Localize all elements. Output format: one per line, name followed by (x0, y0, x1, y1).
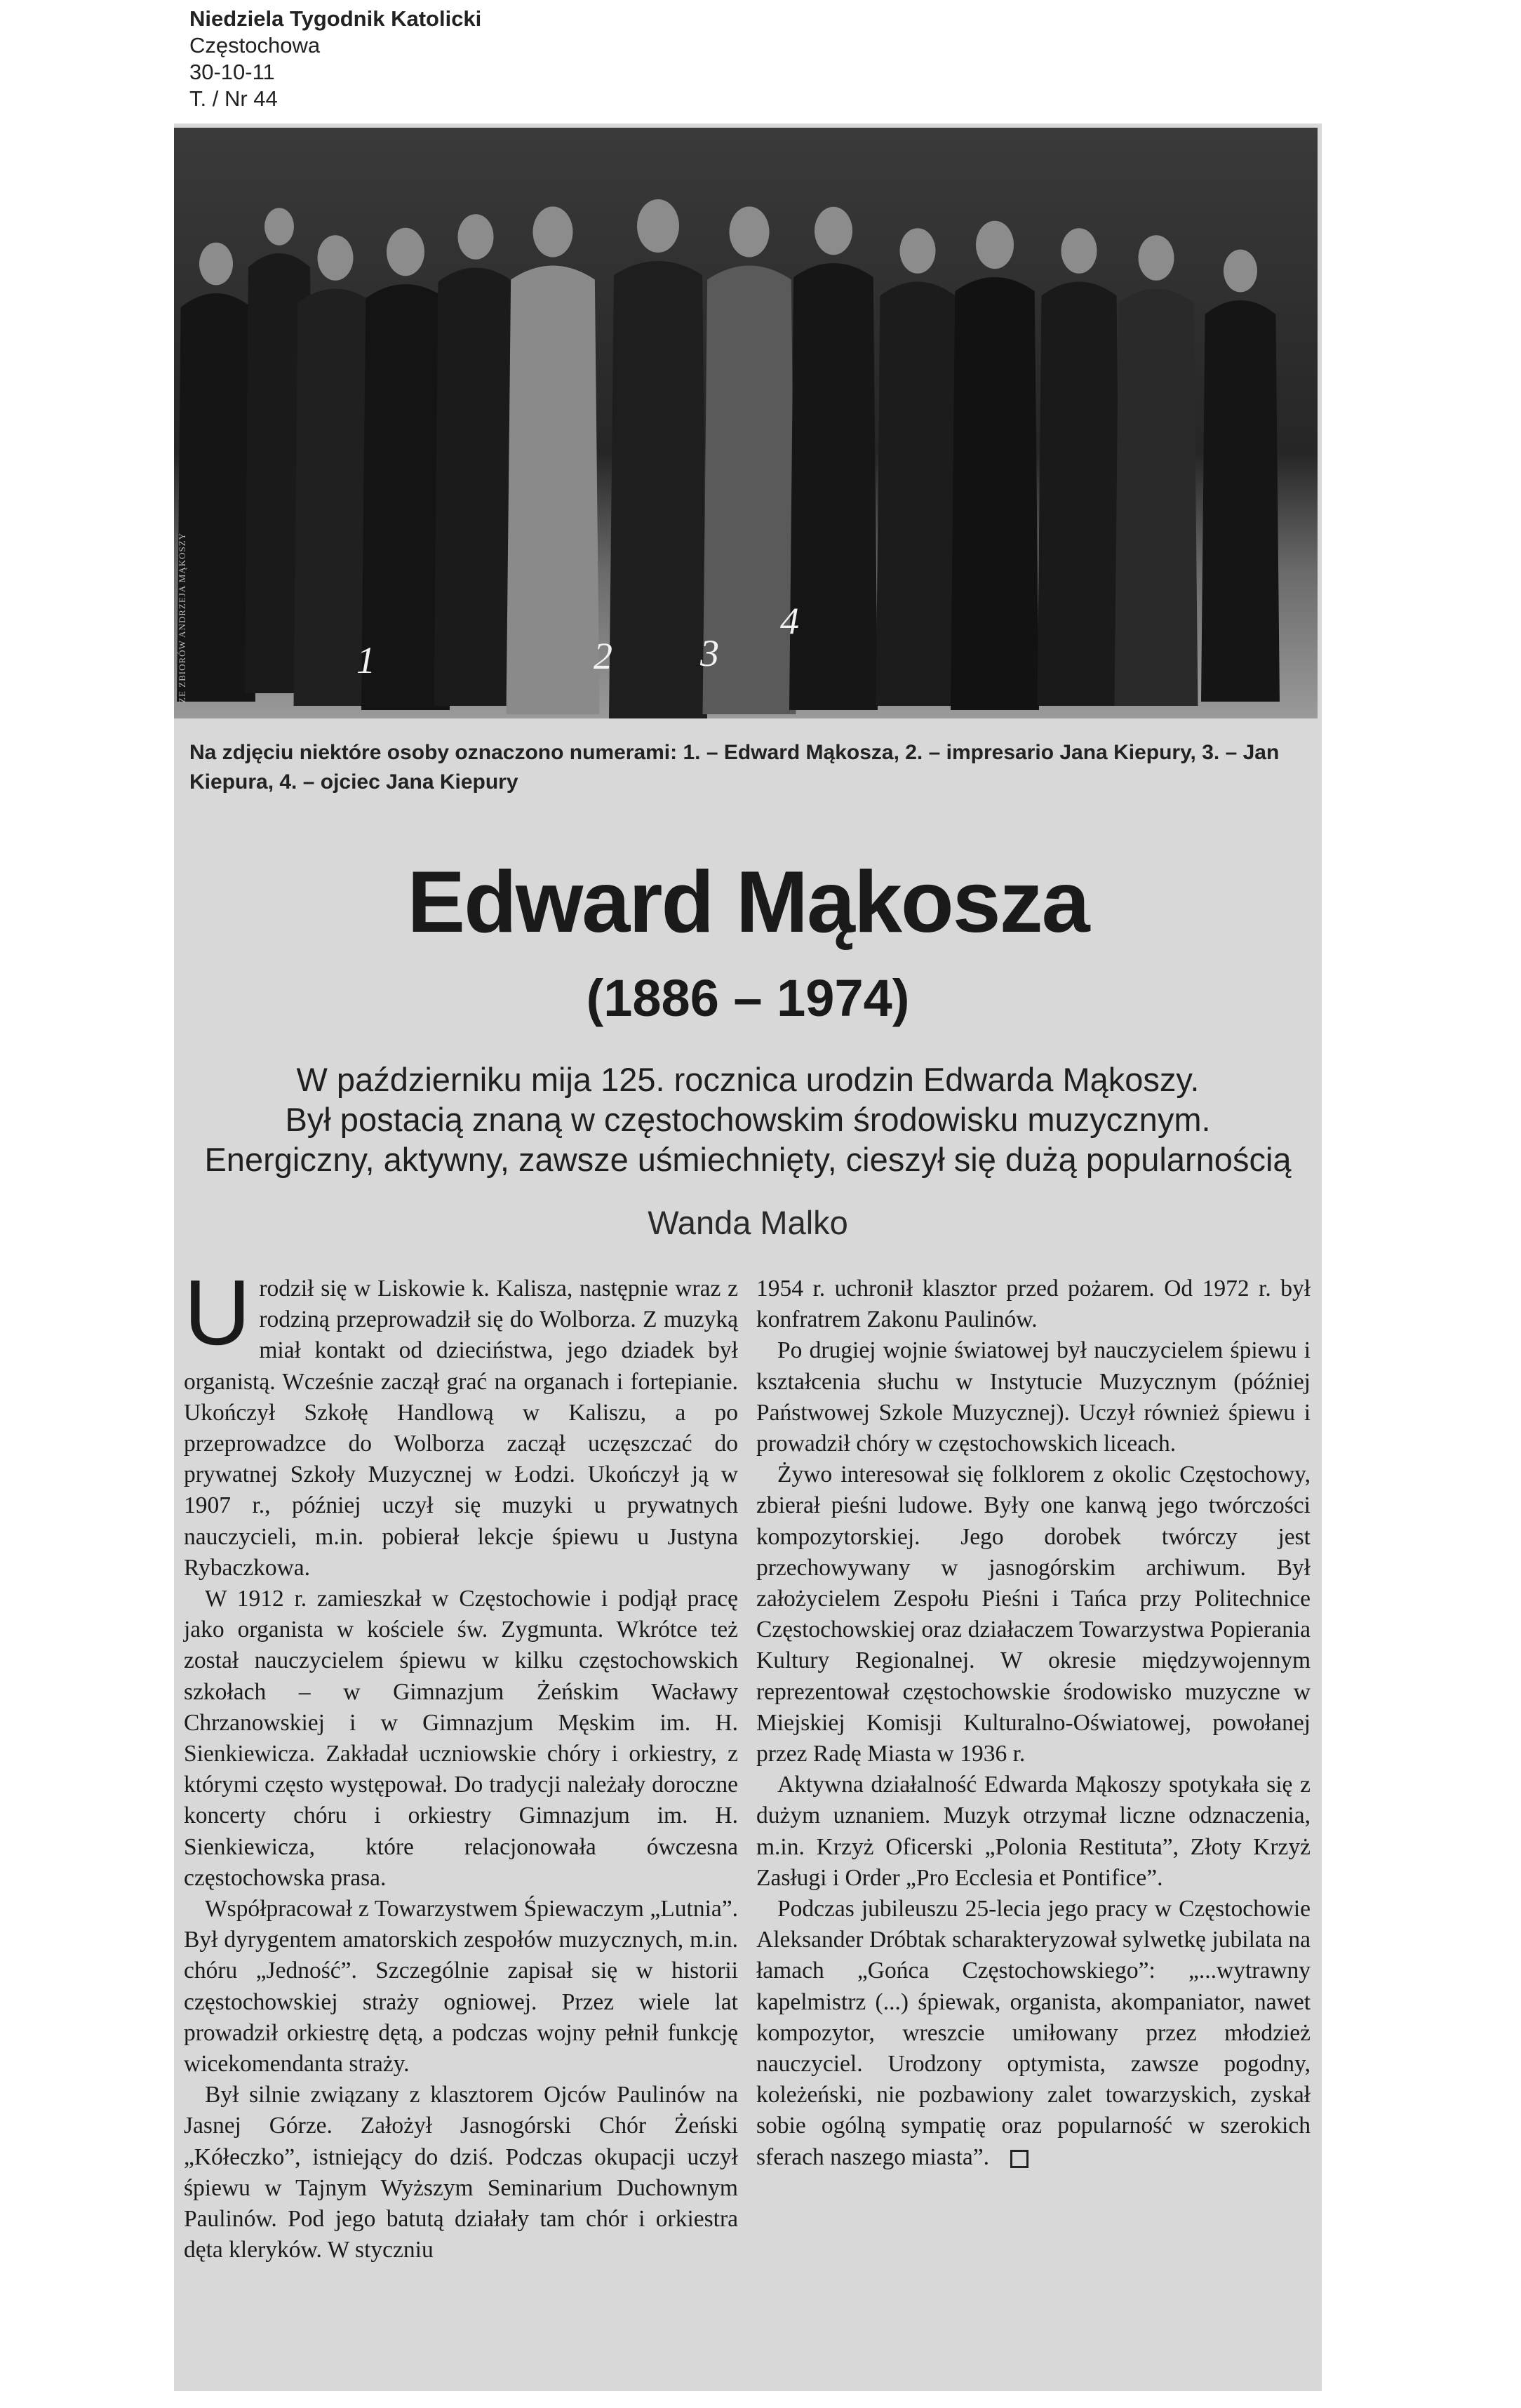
photo-figure-head (976, 221, 1014, 269)
paragraph: Żywo interesował się folklorem z okolic Częstochowy, zbierał pieśni ludowe. Były one kanwą jego twórczości kompozytorskiej. Jego dorobek twórczy jest przechowywany w jasnogórskim archiwum. Był założycielem Zespołu Pieśni i Tańca przy Politechnice Częstochowskiej oraz działaczem Towarzystwa Popierania Kultury Regionalnej. W okresie międzywojennym reprezentował częstochowskie środowisko muzyczne w Miejskiej Komisji Kulturalno-Oświatowej, powołanej przez Radę Miasta w 1936 r. (756, 1461, 1311, 1767)
article-years: (1886 – 1974) (586, 969, 910, 1027)
photo-figure-head (900, 228, 936, 274)
paragraph: Urodził się w Liskowie k. Kalisza, następnie wraz z rodziną przeprowadził się do Wolborza. Z muzyką miał kontakt od dzieciństwa, jego dziadek był organistą. Wcześnie zaczął grać na organach i fortepianie. Ukończył Szkołę Handlową w Kaliszu, a po przeprowadzce do Wolborza zaczął uczęszczać do prywatnej Szkoły Muzycznej w Łodzi. Ukończył ją w 1907 r., później uczył się muzyki u prywatnych nauczycieli, m.in. pobierał lekcje śpiewu u Justyna Rybaczkowa. (184, 1261, 738, 1581)
paragraph: Podczas jubileuszu 25-lecia jego pracy w Częstochowie Aleksander Dróbtak scharakteryzował sylwetkę jubilata na łamach „Gońca Częstochowskiego”: „...wytrawny kapelmistrz (...) śpiewak, organista, akompaniator, nawet kompozytor, wreszcie umiłowany przez młodzież nauczyciel. Urodzony optymista, zawsze pogodny, koleżeński, nie pozbawiony zalet towarzyskich, zyskał sobie ogólną sympatię oraz popularność w szerokich sferach naszego miasta”. (756, 1896, 1311, 2170)
article-title: Edward Mąkosza (407, 854, 1089, 951)
photo-figure-head (318, 235, 354, 281)
photo-marker-3: 3 (700, 632, 719, 674)
end-of-article-icon (1010, 2150, 1028, 2168)
lead-line: Energiczny, aktywny, zawsze uśmiechnięty, cieszył się dużą popularnością (204, 1141, 1292, 1178)
photo-figure-head (637, 199, 679, 253)
photo-figure-head (199, 243, 233, 286)
article-column-1 (184, 1261, 738, 2266)
paragraph: Był silnie związany z klasztorem Ojców Paulinów na Jasnej Górze. Założył Jasnogórski Chór Żeński „Kółeczko”, istniejący do dziś. Podczas okupacji uczył śpiewu w Tajnym Wyższym Seminarium Duchownym Paulinów. Pod jego batutą działały tam chór i orkiestra dęta kleryków. W styczniu (184, 2082, 738, 2263)
photo-figure-body (1201, 300, 1280, 702)
lead-line: Był postacią znaną w częstochowskim środowisku muzycznym. (285, 1101, 1211, 1138)
photo-figure-head (264, 208, 294, 245)
article-column-2 (756, 1273, 1311, 2173)
photo-credit: ZE ZBIORÓW ANDRZEJA MĄKOSZY (177, 532, 187, 703)
paragraph: Aktywna działalność Edwarda Mąkoszy spotykała się z dużym uznaniem. Muzyk otrzymał liczne odznaczenia, m.in. Krzyż Oficerski „Polonia Restituta”, Złoty Krzyż Zasługi i Order „Pro Ecclesia et Pontifice”. (756, 1772, 1311, 1891)
drop-cap: U (184, 1261, 251, 1364)
publication-city: Częstochowa (189, 33, 321, 58)
lead-line: W październiku mija 125. rocznica urodzin Edwarda Mąkoszy. (296, 1061, 1200, 1098)
photo-figure-head (1139, 235, 1174, 281)
publication-name: Niedziela Tygodnik Katolicki (189, 6, 482, 31)
photo-figure-body (1115, 289, 1198, 707)
article-author: Wanda Malko (648, 1204, 848, 1241)
photo-figure-head (730, 206, 770, 257)
photo-figure-head (815, 207, 852, 255)
photo-figure-head (1061, 228, 1097, 274)
group-photo (174, 128, 1318, 718)
group-photo-image (174, 128, 1318, 718)
photo-marker-4: 4 (780, 600, 799, 642)
photo-figure-body (507, 266, 600, 715)
photo-figure-body (789, 263, 878, 710)
photo-marker-2: 2 (594, 635, 612, 677)
paragraph: W 1912 r. zamieszkał w Częstochowie i podjął pracę jako organista w kościele św. Zygmunta. Wkrótce też został nauczycielem śpiewu w kilku częstochowskich szkołach – w Gimnazjum Żeńskim Wacławy Chrzanowskiej i w Gimnazjum Męskim im. H. Sienkiewicza. Zakładał uczniowskie chóry i orkiestry, z którymi często występował. Do tradycji należały doroczne koncerty chóru i orkiestry Gimnazjum im. H. Sienkiewicza, które relacjonowała ówczesna częstochowska prasa. (184, 1586, 738, 1891)
article-lead (174, 1059, 1322, 1179)
photo-figure-body (1038, 282, 1121, 707)
photo-figure-body (434, 268, 518, 707)
paragraph: Po drugiej wojnie światowej był nauczycielem śpiewu i kształcenia słuchu w Instytucie Muzycznym (później Państwowej Szkole Muzycznej). Uczył również śpiewu i prowadził chóry w częstochowskich liceach. (756, 1337, 1311, 1457)
publication-issue: T. / Nr 44 (189, 86, 278, 111)
photo-figure-body (951, 277, 1039, 710)
paragraph: Współpracował z Towarzystwem Śpiewaczym „Lutnia”. Był dyrygentem amatorskich zespołów muzycznych, m.in. chóru „Jedność”. Szczególnie zapisał się w historii częstochowskiej straży ogniowej. Przez wiele lat prowadził orkiestrę dętą, a podczas wojny pełnił funkcję wicekomendanta straży. (184, 1896, 738, 2078)
photo-figure-head (533, 206, 573, 257)
photo-figure-head (458, 214, 494, 260)
photo-figure-head (387, 228, 424, 276)
photo-figure-head (1224, 250, 1257, 293)
photo-caption: Na zdjęciu niektóre osoby oznaczono numerami: 1. – Edward Mąkosza, 2. – impresario Jana Kiepury, 3. – Jan Kiepura, 4. – ojciec Jana Kiepury (189, 741, 1280, 794)
clipping-header (189, 6, 481, 112)
photo-figure-body (876, 282, 960, 707)
photo-figure-body (609, 261, 707, 718)
paragraph: 1954 r. uchronił klasztor przed pożarem. Od 1972 r. był konfratrem Zakonu Paulinów. (756, 1276, 1311, 1333)
photo-marker-1: 1 (356, 639, 375, 681)
publication-date: 30-10-11 (189, 60, 275, 84)
